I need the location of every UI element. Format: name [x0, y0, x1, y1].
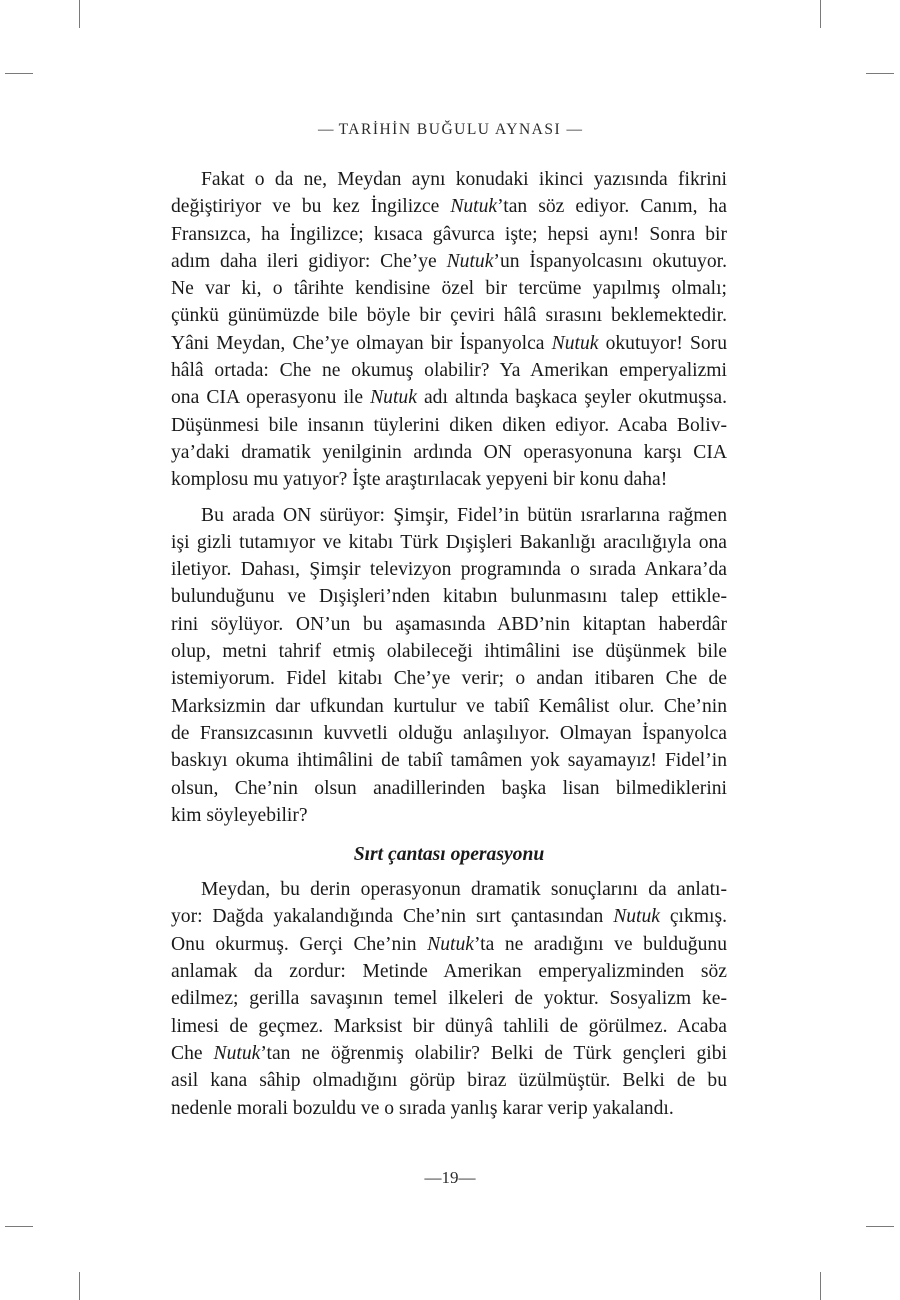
text-line: Bu arada ON sürüyor: Şimşir, Fidel’in bütün ısrarlarına rağmen [201, 504, 727, 526]
running-head-title: TARİHİN BUĞULU AYNASI [338, 121, 562, 138]
text-line: rini söylüyor. ON’un bu aşamasında ABD’nin kitaptan haberdâr [171, 613, 727, 635]
text-line: kim söyleyebilir? [171, 804, 308, 826]
text-line: istemiyorum. Fidel kitabı Che’ye verir; o andan itibaren Che de [171, 668, 727, 690]
page-number [0, 1168, 900, 1188]
text-line: adım daha ileri gidiyor: Che’ye Nutuk’un İspanyolcasını okutuyor. [171, 250, 727, 272]
text-line: baskıyı okuma ihtimâlini de tabiî tamâmen yok sayamayız! Fidel’in [171, 750, 727, 772]
crop-mark-left-top [5, 73, 33, 74]
text-line: Fransızca, ha İngilizce; kısaca gâvurca işte; hepsi aynı! Sonra bir [171, 223, 727, 245]
text-line: işi gizli tutamıyor ve kitabı Türk Dışişleri Bakanlığı aracılığıyla ona [171, 531, 727, 553]
crop-mark-right-top [866, 73, 894, 74]
text-line: Che Nutuk’tan ne öğrenmiş olabilir? Belki de Türk gençleri gibi [171, 1042, 727, 1064]
text-line: ona CIA operasyonu ile Nutuk adı altında başkaca şeyler okutmuşsa. [171, 387, 727, 409]
crop-mark-right-bottom [866, 1226, 894, 1227]
crop-mark-bottom-left [79, 1272, 80, 1300]
crop-mark-left-bottom [5, 1226, 33, 1227]
page-number-dash-right: — [458, 1168, 476, 1187]
paragraph-3 [171, 876, 727, 1122]
text-line: limesi de geçmez. Marksist bir dünyâ tahlili de görülmez. Acaba [171, 1015, 727, 1037]
paragraph-2 [171, 502, 727, 830]
page-number-dash-left: — [424, 1168, 442, 1187]
text-line: değiştiriyor ve bu kez İngilizce Nutuk’tan söz ediyor. Canım, ha [171, 196, 727, 218]
crop-mark-top-left [79, 0, 80, 28]
text-line: Onu okurmuş. Gerçi Che’nin Nutuk’ta ne aradığını ve bulduğunu [171, 933, 727, 955]
text-line: nedenle morali bozuldu ve o sırada yanlış karar verip yakalandı. [171, 1097, 674, 1119]
text-line: yor: Dağda yakalandığında Che’nin sırt çantasından Nutuk çıkmış. [171, 906, 728, 928]
body-text [171, 166, 727, 1122]
text-line: olup, metni tahrif etmiş olabileceği ihtimâlini ise düşünmek bile [171, 641, 727, 663]
text-line: edilmez; gerilla savaşının temel ilkeleri de yoktur. Sosyalizm ke- [171, 988, 727, 1010]
text-line: Yâni Meydan, Che’ye olmayan bir İspanyolca Nutuk okutuyor! Soru [171, 332, 727, 354]
running-head-dash-left: — [317, 121, 334, 138]
text-line: de Fransızcasının kuvvetli olduğu anlaşılıyor. Olmayan İspanyolca [171, 722, 727, 744]
text-line: bulunduğunu ve Dışişleri’nden kitabın bulunmasını talep ettikle- [171, 586, 727, 608]
text-line: Düşünmesi bile insanın tüylerini diken diken ediyor. Acaba Boliv- [171, 414, 727, 436]
running-head [0, 121, 900, 139]
crop-mark-top-right [820, 0, 821, 28]
text-line: olsun, Che’nin olsun anadillerinden başka lisan bilmediklerini [171, 777, 727, 799]
text-line: hâlâ ortada: Che ne okumuş olabilir? Ya Amerikan emperyalizmi [171, 360, 727, 382]
text-line: komplosu mu yatıyor? İşte araştırılacak yepyeni bir konu daha! [171, 469, 668, 491]
crop-mark-bottom-right [820, 1272, 821, 1300]
running-head-dash-right: — [566, 121, 583, 138]
text-line: Fakat o da ne, Meydan aynı konudaki ikinci yazısında fikrini [201, 169, 727, 190]
text-line: iletiyor. Dahası, Şimşir televizyon programında o sırada Ankara’da [171, 559, 727, 581]
text-line: ya’daki dramatik yenilginin ardında ON operasyonuna karşı CIA [171, 441, 727, 463]
page-number-value: 19 [441, 1168, 459, 1187]
text-line: Meydan, bu derin operasyonun dramatik sonuçlarını da anlatı- [201, 879, 727, 901]
text-line: asil kana sâhip olmadığını görüp biraz üzülmüştür. Belki de bu [171, 1070, 727, 1092]
text-line: anlamak da zordur: Metinde Amerikan emperyalizminden söz [171, 961, 727, 983]
text-line: çünkü günümüzde bile böyle bir çeviri hâlâ sırasını beklemektedir. [171, 305, 727, 327]
paragraph-1 [171, 166, 727, 494]
text-line: Ne var ki, o târihte kendisine özel bir tercüme yapılmış olmalı; [171, 278, 727, 300]
text-line: Marksizmin dar ufkundan kurtulur ve tabiî Kemâlist olur. Che’nin [171, 695, 727, 717]
section-heading: Sırt çantası operasyonu [353, 844, 545, 866]
